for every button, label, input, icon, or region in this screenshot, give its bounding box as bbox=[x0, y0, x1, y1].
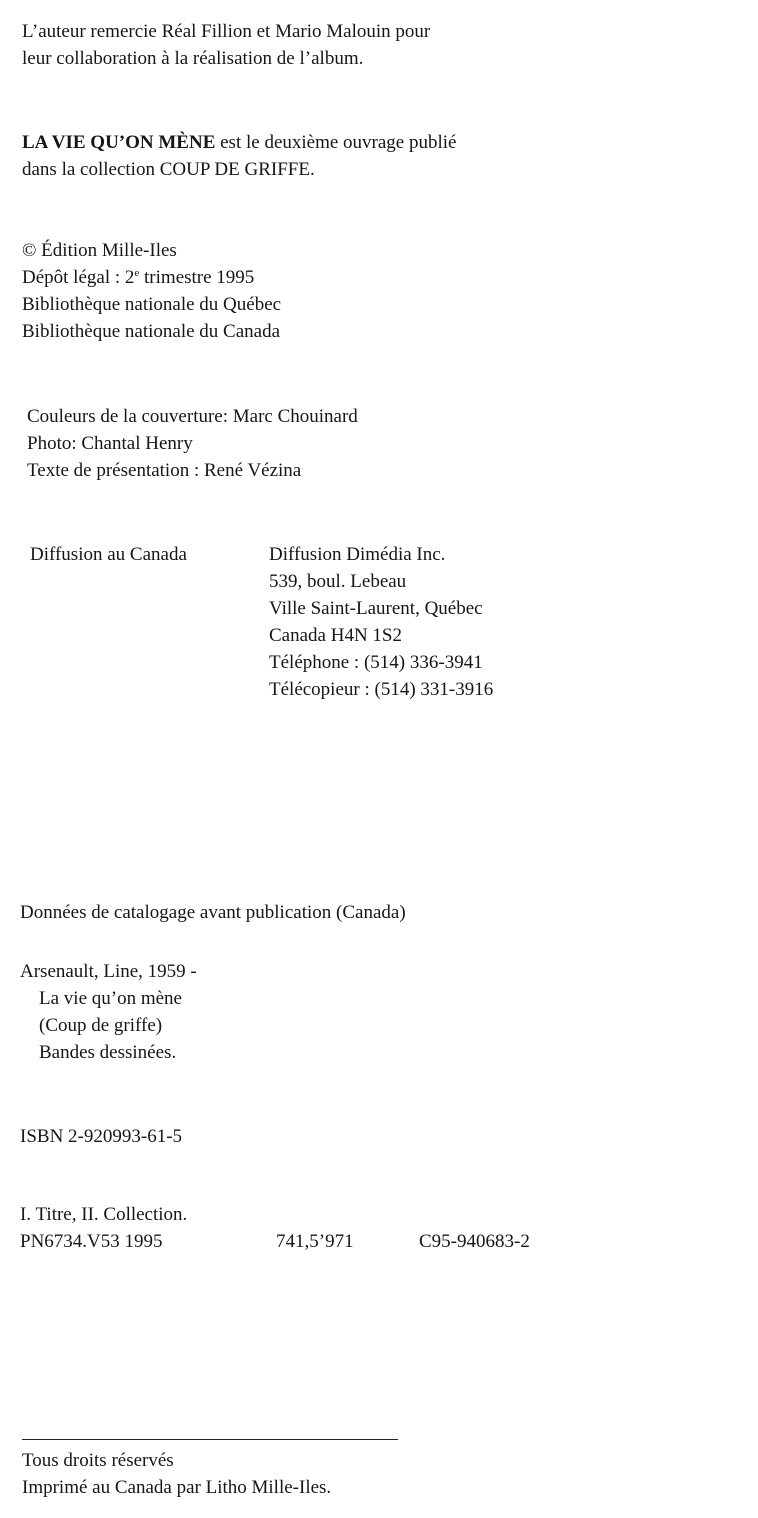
control-number: C95-940683-2 bbox=[419, 1231, 530, 1252]
legal-deposit-superscript: e bbox=[134, 267, 140, 279]
bnq-line: Bibliothèque nationale du Québec bbox=[22, 294, 282, 315]
credit-photo: Photo: Chantal Henry bbox=[27, 433, 193, 454]
collection-note-line-2: dans la collection COUP DE GRIFFE. bbox=[22, 159, 315, 180]
collection-note-line-1 bbox=[22, 129, 456, 156]
distributor-name: Diffusion Dimédia Inc. bbox=[269, 544, 446, 565]
catalog-entry bbox=[20, 958, 197, 1066]
rights-reserved: Tous droits réservés bbox=[22, 1450, 174, 1471]
legal-block bbox=[22, 237, 281, 345]
bnc-line: Bibliothèque nationale du Canada bbox=[22, 321, 281, 342]
copyright-line: © Édition Mille-Iles bbox=[22, 240, 177, 261]
dewey-number: 741,5’971 bbox=[276, 1231, 354, 1252]
credit-cover-colors: Couleurs de la couverture: Marc Chouinard bbox=[27, 406, 358, 427]
distributor-postal: Canada H4N 1S2 bbox=[269, 625, 402, 646]
catalog-title: La vie qu’on mène bbox=[39, 988, 182, 1009]
acknowledgement bbox=[22, 18, 430, 72]
catalog-heading: Données de catalogage avant publication (Canada) bbox=[20, 902, 406, 923]
legal-deposit-suffix: trimestre 1995 bbox=[139, 267, 255, 288]
distributor-city: Ville Saint-Laurent, Québec bbox=[269, 598, 483, 619]
distribution-label: Diffusion au Canada bbox=[30, 544, 187, 565]
book-title: LA VIE QU’ON MÈNE bbox=[22, 132, 216, 153]
distributor-fax: Télécopieur : (514) 331-3916 bbox=[269, 679, 494, 700]
catalog-genre: Bandes dessinées. bbox=[39, 1042, 177, 1063]
printed-in-canada: Imprimé au Canada par Litho Mille-Iles. bbox=[22, 1477, 332, 1498]
lc-class-number: PN6734.V53 1995 bbox=[20, 1231, 163, 1252]
footer-block bbox=[22, 1447, 331, 1501]
isbn-line: ISBN 2-920993-61-5 bbox=[20, 1126, 183, 1147]
catalog-classification-row bbox=[20, 1228, 580, 1255]
footer-divider bbox=[22, 1439, 398, 1440]
acknowledgement-line-2: leur collaboration à la réalisation de l’album. bbox=[22, 48, 364, 69]
catalog-series: (Coup de griffe) bbox=[39, 1015, 163, 1036]
legal-deposit-line bbox=[22, 264, 281, 291]
legal-deposit-prefix: Dépôt légal : 2 bbox=[22, 267, 135, 288]
collection-note-rest: est le deuxième ouvrage publié bbox=[215, 132, 457, 153]
credits-block bbox=[27, 403, 358, 484]
acknowledgement-line-1: L’auteur remercie Réal Fillion et Mario Malouin pour bbox=[22, 21, 431, 42]
catalog-titles-line: I. Titre, II. Collection. bbox=[20, 1204, 188, 1225]
credit-presentation-text: Texte de présentation : René Vézina bbox=[27, 460, 302, 481]
distributor-street: 539, boul. Lebeau bbox=[269, 571, 407, 592]
collection-note bbox=[22, 129, 456, 183]
catalog-author: Arsenault, Line, 1959 - bbox=[20, 961, 197, 982]
distributor-address bbox=[269, 541, 493, 703]
distributor-phone: Téléphone : (514) 336-3941 bbox=[269, 652, 483, 673]
